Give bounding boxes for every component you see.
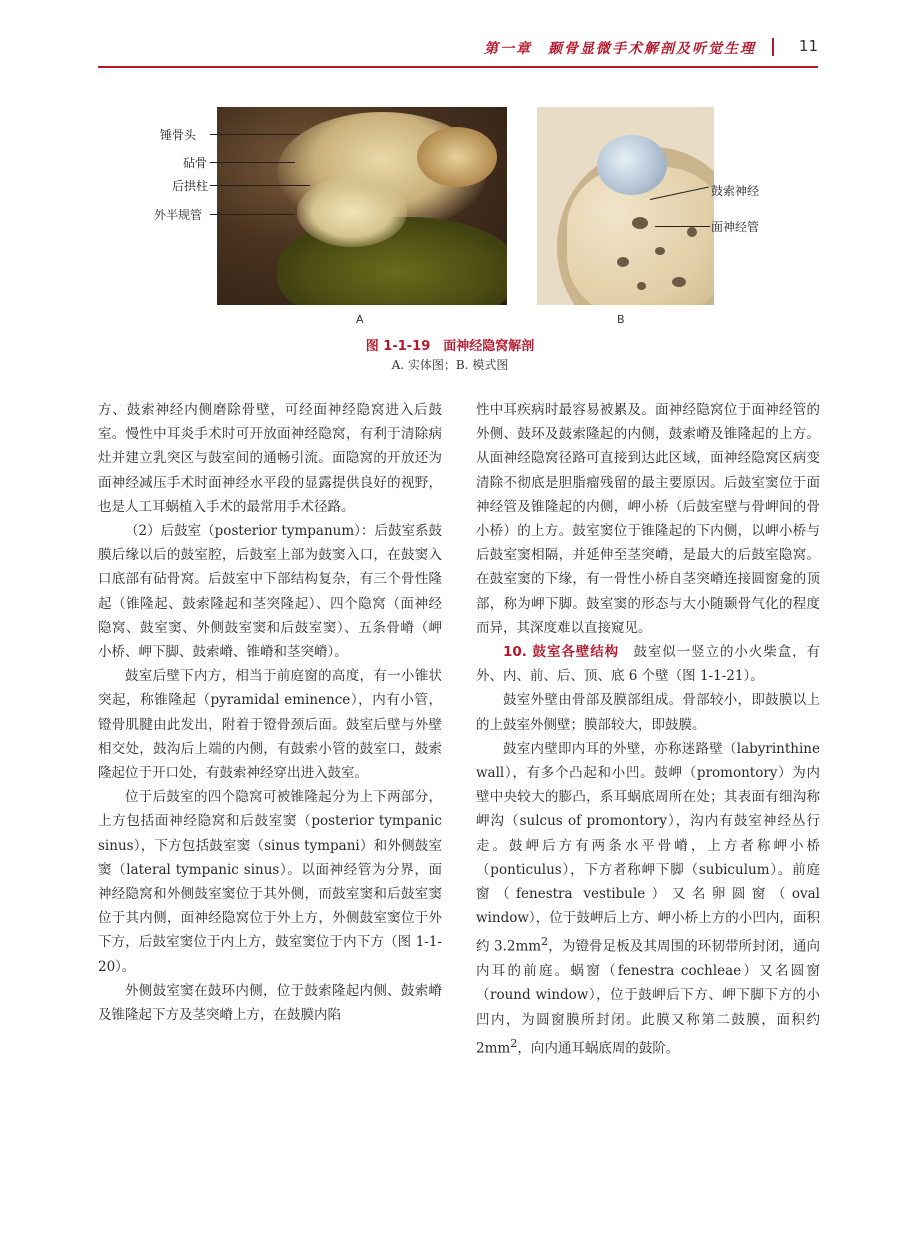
paragraph: 位于后鼓室的四个隐窝可被锥隆起分为上下两部分，上方包括面神经隐窝和后鼓室窦（posterior tympanic sinus），下方包括鼓室窦（sinus tympani）和外侧鼓室窦（lateral tympanic sinus）。以面神经管为分界，面神经隐窝和外侧鼓室窦位于其外侧，而鼓室窦和后鼓室窦位于其内侧，面神经隐窝位于外上方，外侧鼓室窦位于外下方，后鼓室窦位于内上方，鼓室窦位于内下方（图 1-1-20）。 [98,789,442,975]
figure-a-photo [217,107,507,305]
label-facial-canal: 面神经管 [711,220,760,234]
left-column [98,398,442,1027]
figure-b-illustration [537,107,714,305]
paragraph: 方、鼓索神经内侧磨除骨壁，可经面神经隐窝进入后鼓室。慢性中耳炎手术时可开放面神经隐窝，有利于清除病灶并建立乳突区与鼓室间的通畅引流。面隐窝的开放还为面神经减压手术时面神经水平段的显露提供良好的视野，也是人工耳蜗植入手术的最常用手术径路。 [98,402,442,515]
label-posterior-buttress: 后拱柱 [172,179,209,193]
figure-caption: 图 1-1-19 面神经隐窝解剖 [365,339,535,354]
paragraph: 外侧鼓室窦在鼓环内侧，位于鼓索隆起内侧、鼓索嵴及锥隆起下方及茎突嵴上方，在鼓膜内陷 [98,982,442,1024]
section-text: 鼓室似一竖立的小火柴盒，有外、内、前、后、顶、底 6 个壁（图 1-1-21）。 [476,644,820,685]
pointer-line [655,226,710,227]
pointer-line [210,162,295,163]
section-heading: 10. 鼓室各壁结构 [503,644,620,661]
text-run: ，向内通耳蜗底周的鼓阶。 [517,1040,680,1057]
label-chorda-tympani: 鼓索神经 [711,184,760,198]
section-paragraph [476,640,820,688]
page-header [98,30,818,68]
figure-subcaption: A. 实体图；B. 模式图 [391,358,509,372]
label-lateral-canal: 外半规管 [154,208,203,222]
paragraph: （2）后鼓室（posterior tympanum）：后鼓室系鼓膜后缘以后的鼓室腔，后鼓室上部为鼓窦入口，在鼓窦入口底部有砧骨窝。后鼓室中下部结构复杂，有三个骨性隆起（锥隆起、鼓索隆起和茎突隆起）、四个隐窝（面神经隐窝、鼓室窦、外侧鼓室窦和后鼓室窦）、五条骨嵴（岬小桥、岬下脚、鼓索嵴、锥嵴和茎突嵴）。 [98,523,442,661]
page-number: 11 [798,37,818,55]
superscript: 2 [541,935,549,949]
text-run: ，为镫骨足板及其周围的环韧带所封闭，通向内耳的前庭。蜗窗（fenestra cochleae）又名圆窗（round window），位于鼓岬后下方、岬下脚下方的小凹内，为圆窗膜所封闭。此膜又称第二鼓膜，面积约 2mm [476,938,820,1057]
paragraph [476,737,820,1061]
superscript: 2 [510,1036,518,1050]
paragraph: 性中耳疾病时最容易被累及。面神经隐窝位于面神经管的外侧、鼓环及鼓索隆起的内侧，鼓索嵴及锥隆起的上方。从面神经隐窝径路可直接到达此区域，面神经隐窝区病变清除不彻底是胆脂瘤残留的最主要原因。后鼓室窦位于面神经管及锥隆起的内侧，岬小桥（后鼓室壁与骨岬间的骨小桥）的上方。鼓室窦位于锥隆起的下内侧，以岬小桥与后鼓室窦相隔，并延伸至茎突嵴，是最大的后鼓室隐窝。在鼓室窦的下缘，有一骨性小桥自茎突嵴连接圆窗龛的顶部，称为岬下脚。鼓室窦的形态与大小随颞骨气化的程度而异，其深度难以直接窥见。 [476,402,820,636]
pointer-line [210,185,310,186]
text-run: 鼓室内壁即内耳的外壁，亦称迷路壁（labyrinthine wall），有多个凸起和小凹。鼓岬（promontory）为内壁中央较大的膨凸，系耳蜗底周所在处；其表面有细沟称岬沟（sulcus of promontory），沟内有鼓室神经丛行走。鼓岬后方有两条水平骨嵴，上方者称岬小桥（ponticulus），下方者称岬下脚（subiculum）。前庭窗（fenestra vestibule）又名卵圆窗（oval window），位于鼓岬后上方、岬小桥上方的小凹内，面积约 3.2mm [476,740,820,955]
right-column [476,398,820,1060]
label-malleus-head: 锤骨头 [160,128,197,142]
panel-label-a: A [356,313,364,326]
pointer-line [210,134,300,135]
paragraph: 鼓室外壁由骨部及膜部组成。骨部较小，即鼓膜以上的上鼓室外侧壁；膜部较大，即鼓膜。 [476,692,820,733]
panel-label-b: B [617,313,625,326]
paragraph: 鼓室后壁下内方，相当于前庭窗的高度，有一小锥状突起，称锥隆起（pyramidal eminence），内有小管，镫骨肌腱由此发出，附着于镫骨颈后面。鼓室后壁与外壁相交处，鼓沟后上端的内侧，有鼓索小管的鼓室口，鼓索隆起位于开口处，有鼓索神经穿出进入鼓室。 [98,668,442,782]
chapter-title: 第一章 颞骨显微手术解剖及听觉生理 [484,41,756,57]
label-incus: 砧骨 [183,156,208,170]
header-separator [772,38,774,56]
pointer-line [210,214,295,215]
